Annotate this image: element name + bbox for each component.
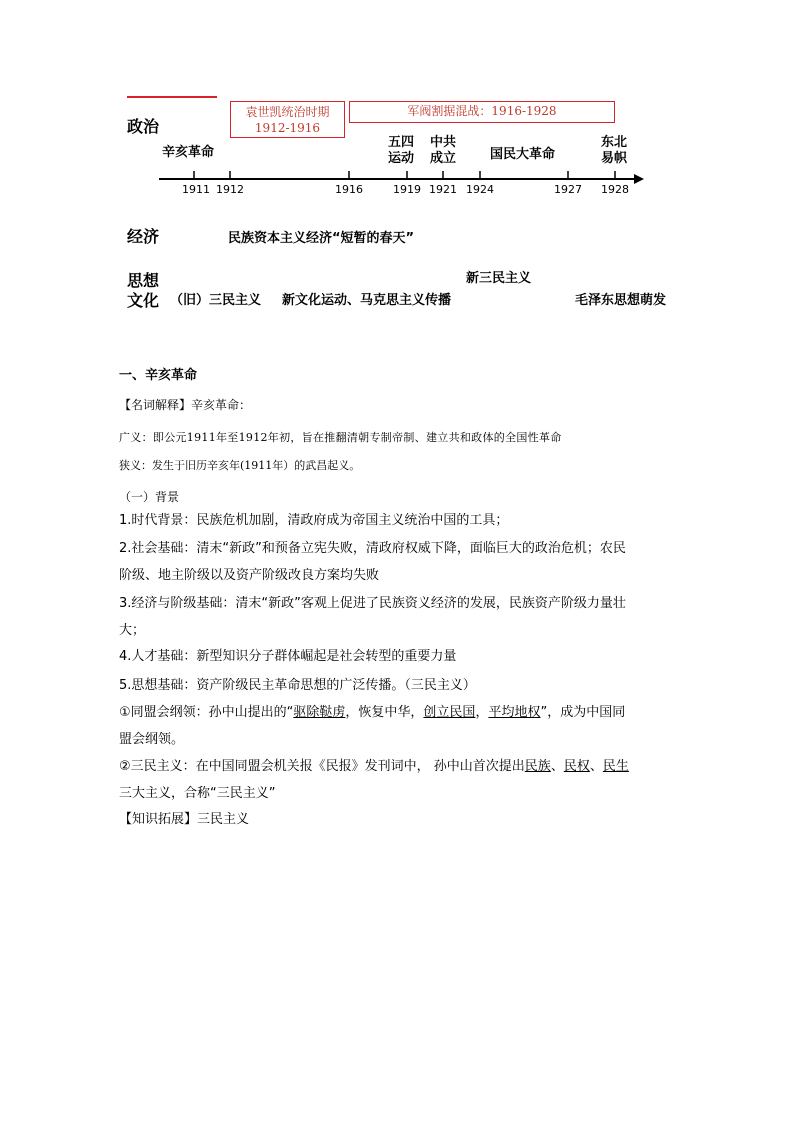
period-yuan (230, 101, 345, 138)
c1-underline-3: 平均地权 (488, 705, 541, 720)
item-3-line1: 3.经济与阶级基础：清末“新政”客观上促进了民族资义经济的发展，民族资产阶级力量壮 (119, 596, 626, 611)
thought-new-three-principles: 新三民主义 (466, 271, 532, 286)
row-label-thought-line1: 思想 (127, 271, 160, 290)
row-label-thought (127, 271, 159, 311)
year-1912: 1912 (216, 183, 244, 196)
definition-broad: 广义：即公元1911年至1912年初，旨在推翻清朝专制帝制、建立共和政体的全国性革命 (119, 431, 562, 444)
event-ccp-line2: 成立 (430, 151, 457, 166)
year-1919: 1919 (393, 183, 421, 196)
period-yuan-title: 袁世凯统治时期 (245, 105, 330, 119)
c2-sep-2: 、 (589, 759, 603, 774)
section-heading: 一、辛亥革命 (119, 368, 198, 383)
c2-underline-2: 民权 (563, 759, 590, 774)
event-ccp-line1: 中共 (430, 135, 457, 150)
item-1: 1.时代背景：民族危机加剧，清政府成为帝国主义统治中国的工具； (119, 513, 509, 528)
event-national-revolution: 国民大革命 (490, 147, 556, 162)
event-northeast-line1: 东北 (601, 135, 628, 150)
thought-old-three-principles: （旧）三民主义 (170, 293, 262, 308)
c2-sep-1: 、 (550, 759, 564, 774)
c1-underline-1: 驱除鞑虏 (293, 705, 346, 720)
economy-text: 民族资本主义经济“短暂的春天” (228, 231, 415, 246)
event-may4-line1: 五四 (388, 135, 415, 150)
period-warlord (349, 101, 615, 123)
item-4: 4.人才基础：新型知识分子群体崛起是社会转型的重要力量 (119, 649, 457, 664)
year-1924: 1924 (466, 183, 494, 196)
year-1911: 1911 (182, 183, 210, 196)
thought-new-culture: 新文化运动、马克思主义传播 (282, 293, 452, 308)
year-1928: 1928 (601, 183, 629, 196)
circled-1-line2: 盟会纲领。 (119, 732, 185, 747)
circled-2-line2: 三大主义，合称“三民主义” (119, 786, 276, 801)
row-label-economy: 经济 (127, 227, 160, 246)
circled-1-line1 (119, 700, 625, 726)
item-3-line2: 大； (119, 623, 146, 638)
year-1916: 1916 (335, 183, 363, 196)
term-label: 【名词解释】辛亥革命： (119, 398, 252, 412)
c1-underline-2: 创立民国 (423, 705, 476, 720)
c1-text-2: ，恢复中华， (345, 705, 424, 720)
circled-2-line1 (119, 754, 629, 780)
item-2-line2: 阶级、地主阶级以及资产阶级改良方案均失败 (119, 568, 380, 583)
thought-mao: 毛泽东思想萌发 (575, 293, 667, 308)
event-xinhai: 辛亥革命 (162, 145, 215, 160)
c2-underline-3: 民生 (602, 759, 629, 774)
subsection-background: （一）背景 (119, 490, 180, 504)
c1-text-4: ”，成为中国同 (540, 705, 626, 720)
c1-text-3: ， (475, 705, 489, 720)
knowledge-expansion: 【知识拓展】三民主义 (119, 812, 250, 827)
c2-text: ②三民主义：在中国同盟会机关报《民报》发刊词中， 孙中山首次提出 (119, 759, 525, 774)
row-label-thought-line2: 文化 (127, 291, 160, 310)
event-may4-line2: 运动 (388, 151, 415, 166)
year-1921: 1921 (429, 183, 457, 196)
period-yuan-years: 1912-1916 (254, 121, 321, 135)
row-label-politics: 政治 (127, 117, 160, 136)
item-5: 5.思想基础：资产阶级民主革命思想的广泛传播。（三民主义） (119, 678, 476, 693)
period-warlord-label: 军阀割据混战：1916-1928 (407, 104, 557, 118)
c1-text: ①同盟会纲领：孙中山提出的“ (119, 705, 294, 720)
definition-narrow: 狭义：发生于旧历辛亥年(1911年）的武昌起义。 (119, 459, 361, 472)
accent-line (127, 96, 217, 98)
item-2-line1: 2.社会基础：清末“新政”和预备立宪失败，清政府权威下降，面临巨大的政治危机；农民 (119, 541, 626, 556)
year-1927: 1927 (554, 183, 582, 196)
event-northeast-line2: 易帜 (601, 151, 628, 166)
c2-underline-1: 民族 (524, 759, 551, 774)
